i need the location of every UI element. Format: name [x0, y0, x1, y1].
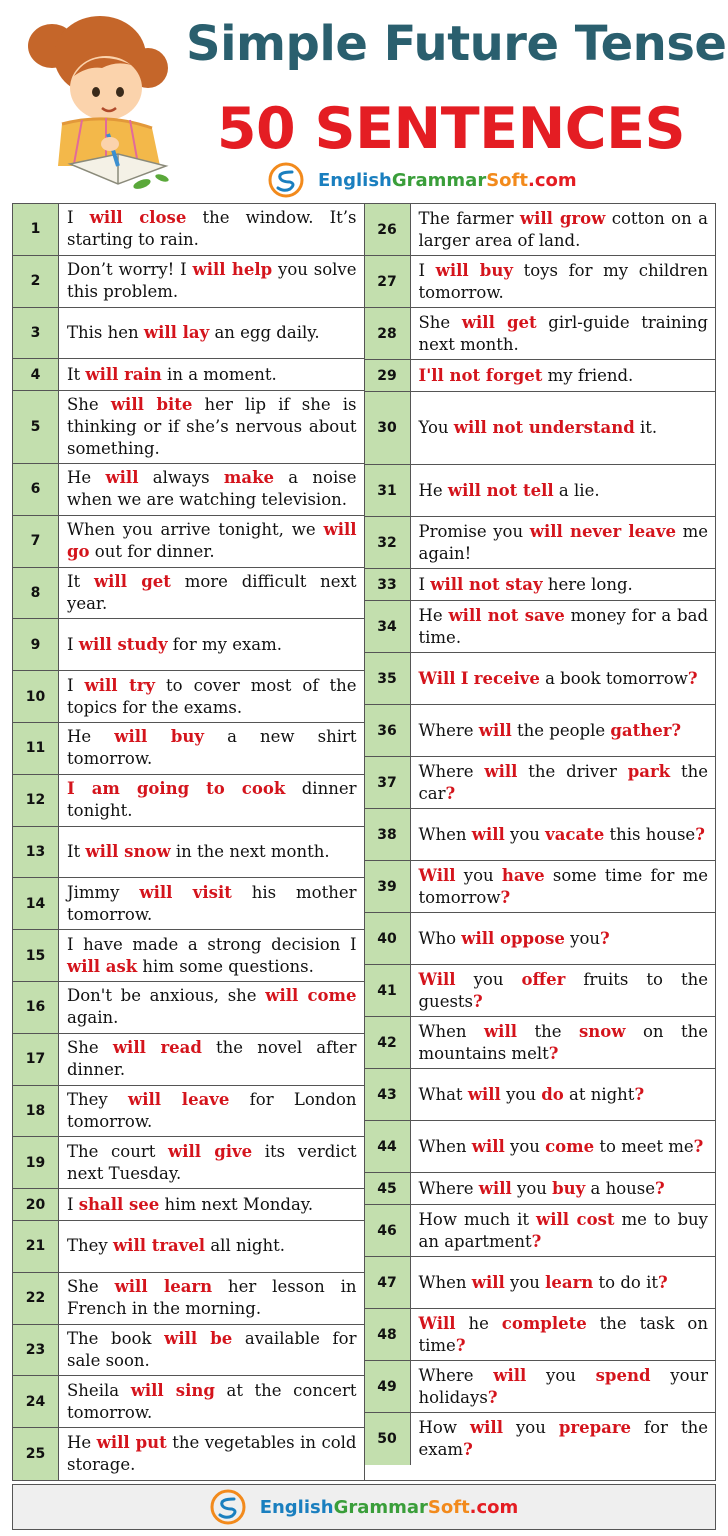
highlight-verb: will — [467, 1084, 501, 1104]
sentence-text: When will you learn to do it? — [418, 1272, 668, 1292]
highlight-verb: will ask — [67, 956, 138, 976]
sentence-number: 29 — [365, 360, 411, 391]
highlight-verb: ? — [600, 928, 610, 948]
highlight-verb: shall see — [78, 1194, 160, 1214]
highlight-verb: come — [545, 1136, 595, 1156]
sentence-row — [13, 391, 364, 464]
sentence-text: I will buy toys for my children tomorrow. — [418, 260, 709, 302]
sentence-text: When will you vacate this house? — [418, 824, 705, 844]
highlight-verb: ? — [463, 1440, 473, 1459]
sentence-text: This hen will lay an egg daily. — [67, 322, 320, 342]
sentence-text: How will you prepare for the exam? — [418, 1418, 708, 1459]
highlight-verb: Will — [418, 1313, 456, 1333]
sentence-number: 22 — [13, 1273, 59, 1324]
highlight-verb: do — [541, 1084, 564, 1104]
sentence-row — [13, 1221, 364, 1273]
highlight-verb: will lay — [143, 322, 210, 342]
sentence-text: They will travel all night. — [67, 1236, 285, 1256]
sentence-number: 46 — [365, 1205, 411, 1256]
sentence-row — [13, 464, 364, 516]
highlight-verb: will give — [168, 1141, 253, 1161]
highlight-verb: ? — [548, 1043, 559, 1063]
sentence-number: 26 — [365, 204, 411, 255]
highlight-verb: will sing — [130, 1380, 215, 1400]
highlight-verb: ? — [487, 1387, 498, 1407]
highlight-verb: spend — [595, 1365, 651, 1385]
sentence-number: 41 — [365, 965, 411, 1016]
highlight-verb: will get — [93, 571, 171, 591]
sentence-number: 38 — [365, 809, 411, 860]
sentence-text: It will get more difficult next year. — [67, 571, 357, 613]
sentence-row — [13, 930, 364, 982]
sentence-number: 19 — [13, 1137, 59, 1188]
sentence-row — [13, 359, 364, 391]
sentence-number: 39 — [365, 861, 411, 912]
sentence-number: 23 — [13, 1325, 59, 1376]
sentence-row — [365, 1121, 716, 1173]
highlight-verb: I'll not forget — [418, 365, 543, 385]
sentence-number: 7 — [13, 516, 59, 567]
highlight-verb: complete — [501, 1313, 587, 1333]
sentence-number: 47 — [365, 1257, 411, 1308]
sentence-row — [13, 775, 364, 827]
sentence-number: 50 — [365, 1413, 411, 1465]
brand-logo-icon — [210, 1489, 246, 1525]
sentence-number: 34 — [365, 601, 411, 652]
sentence-number: 48 — [365, 1309, 411, 1360]
highlight-verb: ? — [500, 887, 511, 907]
sentence-text: She will learn her lesson in French in the morning. — [67, 1277, 357, 1319]
sentence-row — [365, 1309, 716, 1361]
highlight-verb: will — [471, 824, 505, 844]
sentence-number: 11 — [13, 723, 59, 774]
sentence-row — [13, 1325, 364, 1377]
sentence-number: 2 — [13, 256, 59, 307]
sentence-row — [13, 308, 364, 360]
highlight-verb: will help — [192, 260, 273, 280]
sentence-text: He will always make a noise when we are watching television. — [67, 468, 357, 510]
highlight-verb: ? — [473, 991, 483, 1011]
sentence-number: 18 — [13, 1086, 59, 1137]
sentence-number: 35 — [365, 653, 411, 704]
sentence-text: When you arrive tonight, we will go out for dinner. — [67, 520, 357, 562]
highlight-verb: vacate — [545, 824, 605, 844]
sentence-row — [365, 1361, 716, 1413]
sentence-number: 14 — [13, 878, 59, 929]
sentence-number: 4 — [13, 359, 59, 390]
sentence-text: Don't be anxious, she will come again. — [67, 986, 357, 1028]
highlight-verb: Will — [418, 969, 456, 989]
sentence-row — [365, 601, 716, 653]
highlight-verb: will travel — [112, 1236, 206, 1256]
sentence-number: 40 — [365, 913, 411, 964]
sentence-number: 30 — [365, 392, 411, 464]
sentences-column-right — [364, 204, 716, 1480]
sentences-column-left — [13, 204, 364, 1480]
sentence-text: Don’t worry! I will help you solve this problem. — [67, 260, 357, 302]
highlight-verb: ? — [657, 1272, 668, 1292]
sentence-text: Where will you spend your holidays? — [418, 1365, 709, 1407]
sentence-row — [365, 1205, 716, 1257]
sentence-text: I will study for my exam. — [67, 634, 282, 654]
highlight-verb: offer — [521, 969, 566, 989]
highlight-verb: will bite — [110, 395, 193, 415]
sentence-number: 37 — [365, 757, 411, 808]
sentence-text: He will not save money for a bad time. — [418, 605, 709, 647]
sentence-text: I will close the window. It’s starting to rain. — [67, 208, 357, 250]
sentence-text: Will he complete the task on time? — [418, 1313, 708, 1355]
sentences-table — [12, 203, 716, 1481]
sentence-row — [365, 861, 716, 913]
sentence-row — [365, 392, 716, 465]
sentence-number: 45 — [365, 1173, 411, 1204]
sentence-text: You will not understand it. — [418, 418, 658, 437]
sentence-number: 43 — [365, 1069, 411, 1120]
highlight-verb: will never leave — [529, 521, 676, 541]
sentence-row — [13, 827, 364, 879]
sentence-row — [365, 204, 716, 256]
sentence-number: 28 — [365, 308, 411, 359]
sentence-text: When will you come to meet me? — [418, 1136, 704, 1156]
sentence-text: Jimmy will visit his mother tomorrow. — [67, 882, 357, 924]
sentence-row — [365, 1069, 716, 1121]
highlight-verb: will — [478, 1178, 512, 1198]
sentence-row — [13, 671, 364, 723]
sentence-text: What will you do at night? — [418, 1084, 645, 1104]
highlight-verb: Will — [418, 668, 456, 688]
sentence-text: Sheila will sing at the concert tomorrow. — [67, 1380, 357, 1422]
sentence-text: I have made a strong decision I will ask him some questions. — [67, 934, 357, 976]
sentence-text: He will not tell a lie. — [418, 480, 600, 500]
highlight-verb: snow — [578, 1021, 626, 1041]
sentence-number: 33 — [365, 569, 411, 600]
sentence-number: 42 — [365, 1017, 411, 1068]
sentence-row — [13, 1376, 364, 1428]
sentence-text: The court will give its verdict next Tuesday. — [67, 1141, 357, 1183]
sentence-row — [13, 516, 364, 568]
sentence-text: Where will the people gather? — [418, 720, 682, 740]
highlight-verb: buy — [552, 1178, 586, 1198]
sentence-text: When will the snow on the mountains melt? — [418, 1021, 709, 1063]
sentence-number: 1 — [13, 204, 59, 255]
sentence-text: Where will the driver park the car? — [418, 761, 708, 803]
sentence-row — [365, 1017, 716, 1069]
sentence-row — [365, 360, 716, 392]
highlight-verb: will be — [164, 1329, 233, 1348]
sentence-row — [365, 308, 716, 360]
brand-name: EnglishGrammarSoft.com — [318, 169, 577, 191]
sentence-number: 17 — [13, 1034, 59, 1085]
sentence-row — [365, 705, 716, 757]
sentence-text: It will rain in a moment. — [67, 364, 277, 384]
sentence-text: I shall see him next Monday. — [67, 1194, 314, 1214]
highlight-verb: will not tell — [447, 480, 554, 500]
sentence-row — [365, 569, 716, 601]
highlight-verb: will — [484, 761, 518, 781]
sentence-text: Will you offer fruits to the guests? — [418, 969, 708, 1011]
highlight-verb: will — [483, 1021, 517, 1041]
highlight-verb: will read — [112, 1038, 202, 1058]
sentence-number: 27 — [365, 256, 411, 307]
highlight-verb: will — [493, 1365, 527, 1385]
highlight-verb: receive — [473, 668, 540, 688]
sentence-number: 24 — [13, 1376, 59, 1427]
highlight-verb: will go — [67, 520, 357, 562]
sentence-number: 15 — [13, 930, 59, 981]
brand-footer[interactable] — [12, 1484, 716, 1530]
sentence-number: 44 — [365, 1121, 411, 1172]
sentence-number: 25 — [13, 1428, 59, 1480]
highlight-verb: will — [471, 1136, 505, 1156]
sentence-row — [365, 1257, 716, 1309]
sentence-text: I'll not forget my friend. — [418, 365, 634, 385]
highlight-verb: will study — [78, 634, 168, 654]
sentence-text: She will read the novel after dinner. — [67, 1038, 357, 1080]
sentence-text: Where will you buy a house? — [418, 1178, 665, 1198]
highlight-verb: ? — [634, 1084, 645, 1104]
highlight-verb: will — [469, 1418, 503, 1437]
sentence-row — [13, 568, 364, 620]
highlight-verb: will — [105, 468, 139, 488]
sentence-row — [13, 982, 364, 1034]
highlight-verb: ? — [695, 824, 705, 844]
sentence-row — [13, 1428, 364, 1480]
girl-reading-illustration — [22, 16, 174, 192]
sentence-row — [365, 809, 716, 861]
highlight-verb: will close — [89, 208, 187, 228]
sentence-text: Will I receive a book tomorrow? — [418, 668, 698, 688]
sentence-text: She will get girl-guide training next month. — [418, 312, 708, 354]
sentence-text: It will snow in the next month. — [67, 841, 330, 861]
sentence-text: He will buy a new shirt tomorrow. — [67, 727, 357, 769]
sentence-row — [365, 517, 716, 569]
sentence-number: 12 — [13, 775, 59, 826]
sentence-text: The book will be available for sale soon. — [67, 1329, 357, 1370]
sentence-number: 9 — [13, 619, 59, 670]
page-subtitle: 50 SENTENCES — [216, 96, 686, 162]
sentence-row — [365, 465, 716, 517]
brand-header[interactable] — [268, 162, 577, 198]
highlight-verb: ? — [531, 1231, 542, 1251]
sentence-number: 5 — [13, 391, 59, 463]
sentence-row — [365, 913, 716, 965]
highlight-verb: Will — [418, 865, 456, 885]
highlight-verb: have — [501, 865, 545, 885]
highlight-verb: will rain — [85, 364, 162, 384]
sentence-number: 16 — [13, 982, 59, 1033]
highlight-verb: ? — [455, 1335, 466, 1355]
sentence-number: 49 — [365, 1361, 411, 1412]
sentence-number: 13 — [13, 827, 59, 878]
highlight-verb: will grow — [519, 208, 606, 228]
highlight-verb: ? — [445, 783, 456, 803]
sentence-number: 20 — [13, 1189, 59, 1220]
highlight-verb: will get — [461, 312, 537, 332]
highlight-verb: learn — [545, 1272, 594, 1292]
highlight-verb: ? — [655, 1178, 665, 1198]
highlight-verb: will visit — [139, 882, 232, 902]
brand-logo-icon — [268, 162, 304, 198]
highlight-verb: will buy — [114, 727, 204, 747]
sentence-row — [13, 204, 364, 256]
highlight-verb: gather? — [610, 720, 682, 740]
sentence-text: How much it will cost me to buy an apartment? — [418, 1209, 708, 1251]
highlight-verb: will not stay — [430, 574, 543, 594]
sentence-text: Will you have some time for me tomorrow? — [418, 865, 709, 907]
highlight-verb: ? — [687, 668, 698, 688]
highlight-verb: will put — [96, 1433, 167, 1453]
highlight-verb: will snow — [85, 841, 171, 861]
sentence-number: 10 — [13, 671, 59, 722]
highlight-verb: prepare — [558, 1418, 632, 1437]
sentence-number: 8 — [13, 568, 59, 619]
sentence-row — [13, 1137, 364, 1189]
sentence-number: 6 — [13, 464, 59, 515]
sentence-number: 3 — [13, 308, 59, 359]
highlight-verb: park — [627, 761, 671, 781]
highlight-verb: will cost — [536, 1209, 615, 1229]
highlight-verb: make — [223, 468, 275, 488]
highlight-verb: will learn — [114, 1277, 213, 1297]
highlight-verb: will — [471, 1272, 505, 1292]
sentence-row — [13, 878, 364, 930]
sentence-text: I will not stay here long. — [418, 574, 633, 594]
sentence-row — [365, 965, 716, 1017]
brand-name: EnglishGrammarSoft.com — [259, 1496, 519, 1518]
sentence-row — [13, 1273, 364, 1325]
sentence-row — [13, 723, 364, 775]
sentence-number: 32 — [365, 517, 411, 568]
highlight-verb: I am going to cook — [67, 779, 286, 799]
highlight-verb: will oppose — [461, 928, 565, 948]
highlight-verb: will come — [265, 986, 357, 1006]
sentence-number: 31 — [365, 465, 411, 516]
sentence-row — [365, 256, 716, 308]
sentence-row — [13, 256, 364, 308]
sentence-number: 21 — [13, 1221, 59, 1272]
sentence-text: Promise you will never leave me again! — [418, 521, 709, 563]
highlight-verb: ? — [693, 1136, 704, 1156]
header — [0, 0, 728, 200]
highlight-verb: will not save — [448, 605, 565, 625]
highlight-verb: will buy — [435, 260, 513, 280]
page-title: Simple Future Tense — [186, 16, 727, 72]
sentence-row — [365, 653, 716, 705]
highlight-verb: will — [478, 720, 512, 740]
highlight-verb: will not understand — [453, 418, 635, 437]
highlight-verb: I — [460, 668, 469, 688]
sentence-text: I am going to cook dinner tonight. — [67, 779, 357, 821]
highlight-verb: will leave — [128, 1089, 230, 1109]
sentence-row — [13, 1034, 364, 1086]
sentence-row — [365, 1173, 716, 1205]
sentence-text: He will put the vegetables in cold storage. — [67, 1433, 357, 1475]
sentence-row — [13, 1189, 364, 1221]
sentence-row — [13, 619, 364, 671]
sentence-row — [13, 1086, 364, 1138]
sentence-text: The farmer will grow cotton on a larger area of land. — [418, 208, 708, 250]
sentence-text: I will try to cover most of the topics for the exams. — [67, 675, 357, 717]
sentence-row — [365, 757, 716, 809]
sentence-row — [365, 1413, 716, 1465]
sentence-text: She will bite her lip if she is thinking or if she’s nervous about something. — [67, 395, 357, 459]
sentence-text: They will leave for London tomorrow. — [67, 1089, 357, 1131]
sentence-number: 36 — [365, 705, 411, 756]
sentence-text: Who will oppose you? — [418, 928, 610, 948]
highlight-verb: will try — [84, 675, 155, 695]
